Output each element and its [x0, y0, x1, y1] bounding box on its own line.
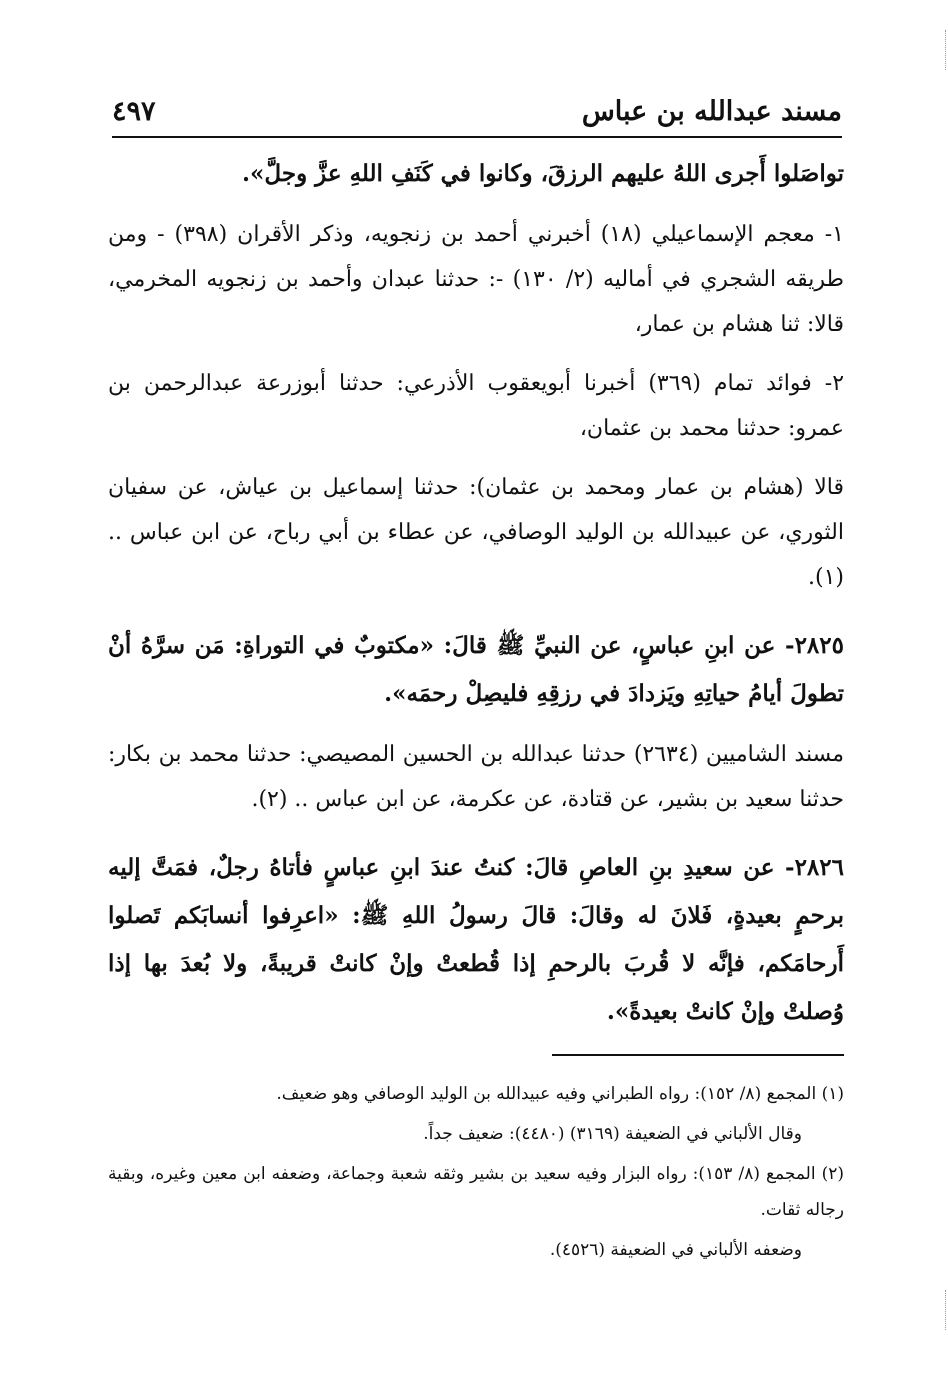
source-2825: مسند الشاميين (٢٦٣٤) حدثنا عبدالله بن الحسين المصيصي: حدثنا محمد بن بكار: حدثنا سعيد بن بشير، عن قتادة، عن عكرمة، عن ابن عباس .. (٢).	[108, 742, 844, 812]
hadith-2825: ٢٨٢٥- عن ابنِ عباسٍ، عن النبيِّ ﷺ قالَ: «مكتوبٌ في التوراةِ: مَن سرَّهُ أنْ تطولَ أيامُ حياتِهِ ويَزدادَ في رزقِهِ فليصِلْ رحمَه».	[108, 632, 844, 707]
footnote-1-continuation: وقال الألباني في الضعيفة (٣١٦٩) (٤٤٨٠): ضعيف جداً.	[423, 1124, 802, 1144]
footnote-2: (٢) المجمع (٨/ ١٥٣): رواه البزار وفيه سعيد بن بشير وثقه شعبة وجماعة، وضعفه ابن معين وغيره، وبقية رجاله ثقات.	[108, 1164, 844, 1220]
paragraph-source-1: ١- معجم الإسماعيلي (١٨) أخبرني أحمد بن زنجويه، وذكر الأقران (٣٩٨) - ومن طريقه الشجري في أماليه (٢/ ١٣٠) -: حدثنا عبدان وأحمد بن زنجويه المخرمي، قالا: ثنا هشام بن عمار،	[108, 222, 845, 337]
paragraph-isnad: قالا (هشام بن عمار ومحمد بن عثمان): حدثنا إسماعيل بن عياش، عن سفيان الثوري، عن عبيدالله بن الوليد الوصافي، عن عطاء بن أبي رباح، عن ابن عباس .. (١).	[108, 475, 844, 590]
footnote-1: (١) المجمع (٨/ ١٥٢): رواه الطبراني وفيه عبيدالله بن الوليد الوصافي وهو ضعيف.	[276, 1084, 844, 1104]
page-header	[112, 92, 842, 138]
footnote-rule	[552, 1054, 844, 1056]
header-rule	[112, 136, 842, 138]
footnotes	[108, 1076, 844, 1272]
paragraph-closing-hadith: تواصَلوا أَجرى اللهُ عليهم الرزقَ، وكانوا في كَنَفِ اللهِ عزَّ وجلَّ».	[242, 160, 844, 187]
running-title: مسند عبدالله بن عباس	[581, 96, 842, 127]
page-number: ٤٩٧	[112, 96, 156, 127]
hadith-2826: ٢٨٢٦- عن سعيدِ بنِ العاصِ قالَ: كنتُ عندَ ابنِ عباسٍ فأتاهُ رجلٌ، فمَتَّ إليه برحمٍ بعيدةٍ، فَلانَ له وقالَ: قالَ رسولُ اللهِ ﷺ: «اعرِفوا أنسابَكم تَصلوا أَرحامَكم، فإنَّه لا قُربَ بالرحمِ إذا قُطعتْ وإنْ كانتْ قريبةً، ولا بُعدَ بها إذا وُصلتْ وإنْ كانتْ بعيدةً».	[108, 854, 844, 1025]
main-text	[108, 150, 844, 1050]
paragraph-source-2: ٢- فوائد تمام (٣٦٩) أخبرنا أبويعقوب الأذرعي: حدثنا أبوزرعة عبدالرحمن بن عمرو: حدثنا محمد بن عثمان،	[108, 371, 845, 441]
scan-margin-mark	[943, 1290, 946, 1330]
scan-margin-mark	[943, 30, 946, 70]
footnote-2-continuation: وضعفه الألباني في الضعيفة (٤٥٢٦).	[549, 1240, 802, 1260]
